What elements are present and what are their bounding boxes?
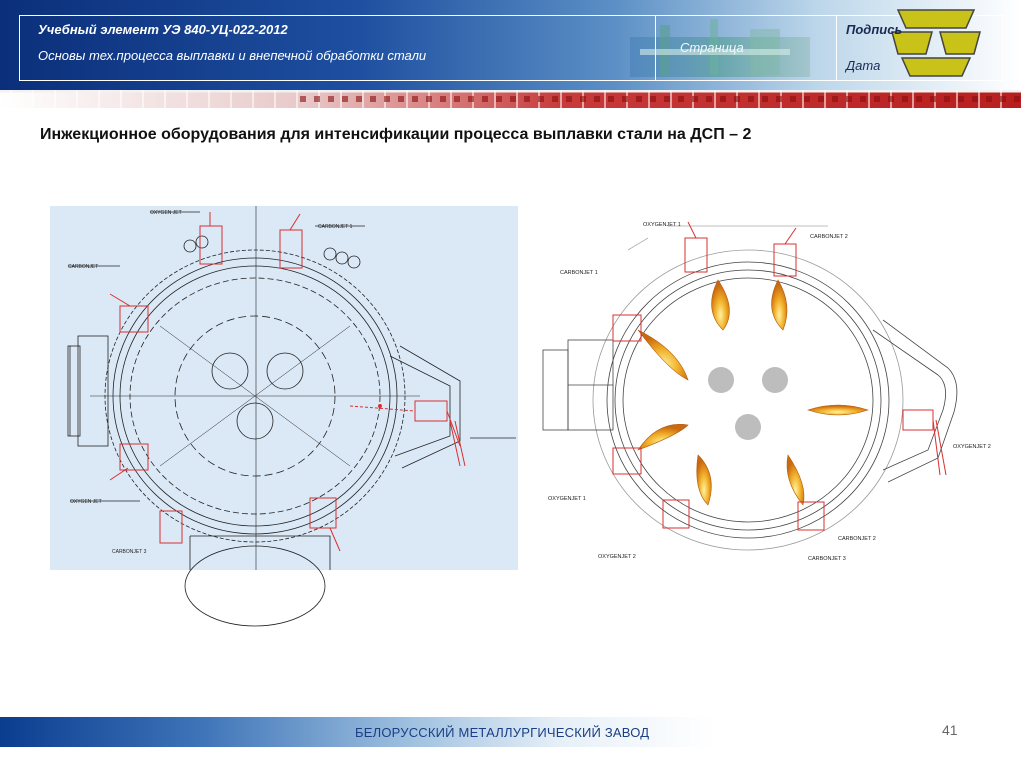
furnace-drawing-right xyxy=(538,210,991,574)
drawing-label: CARBONJET 3 xyxy=(808,556,846,562)
furnace-drawing-left xyxy=(50,206,518,570)
ornament-pattern xyxy=(300,96,1021,102)
drawing-label: CARBONJET 2 xyxy=(838,536,876,542)
drawing-label: OXYGENJET 1 xyxy=(548,496,586,502)
drawing-label: OXYGENJET 1 xyxy=(643,222,681,228)
drawing-label: OXYGENJET 2 xyxy=(953,444,991,450)
page-label: Страница xyxy=(680,40,744,55)
drawing-label: CARBONJET 1 xyxy=(318,224,353,230)
header-title-line1: Учебный элемент УЭ 840-УЦ-022-2012 xyxy=(38,22,288,37)
bmz-logo xyxy=(888,8,984,80)
header-divider xyxy=(836,15,837,81)
date-label: Дата xyxy=(846,58,881,73)
header-title-line2: Основы тех.процесса выплавки и внепечной обработки стали xyxy=(38,48,427,63)
drawing-label: CARBONJET 1 xyxy=(560,270,598,276)
drawing-label: CARBONJET 3 xyxy=(112,549,147,555)
signature-label: Подпись xyxy=(846,22,903,37)
drawing-label: CARBONJET 2 xyxy=(810,234,848,240)
drawing-label: OXYGEN JET xyxy=(70,499,102,505)
page-number: 41 xyxy=(942,722,958,738)
drawing-label: OXYGEN JET xyxy=(150,210,182,216)
drawing-label: OXYGENJET 2 xyxy=(598,554,636,560)
footer-company: БЕЛОРУССКИЙ МЕТАЛЛУРГИЧЕСКИЙ ЗАВОД xyxy=(355,725,650,740)
header-divider xyxy=(655,15,656,81)
drawing-label: CARBONJET xyxy=(68,264,99,270)
slide-title: Инжекционное оборудования для интенсификации процесса выплавки стали на ДСП – 2 xyxy=(40,126,752,143)
